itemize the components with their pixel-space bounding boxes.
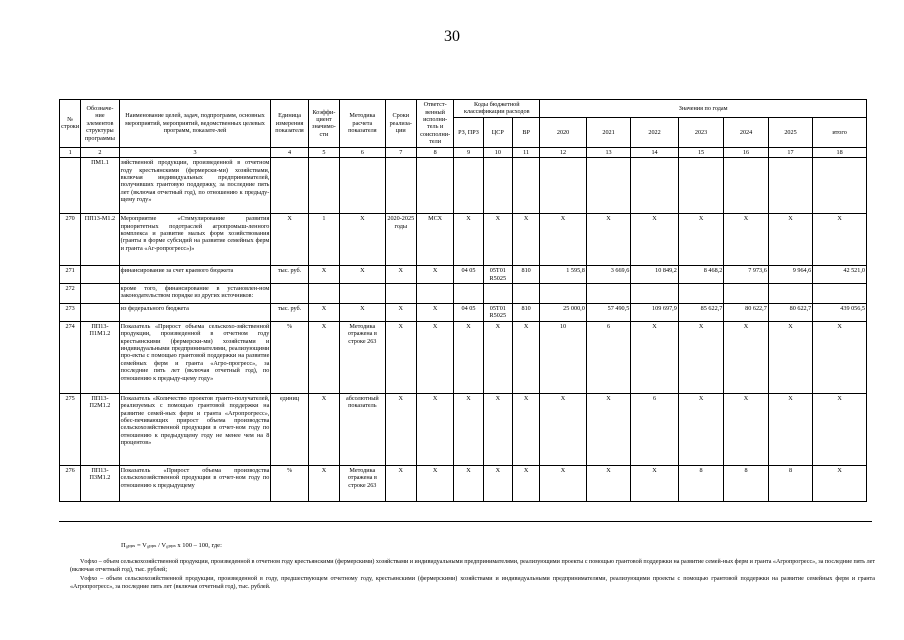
table-cell <box>308 284 339 304</box>
table-cell: 6 <box>631 393 679 465</box>
table-cell: Х <box>308 321 339 393</box>
table-cell: 8 <box>678 465 724 501</box>
table-row <box>60 304 867 322</box>
column-number: 13 <box>586 147 630 157</box>
table-cell: Методика отражена в строке 263 <box>340 465 386 501</box>
table-cell: 276 <box>60 465 81 501</box>
table-cell: 275 <box>60 393 81 465</box>
table-cell <box>724 158 768 214</box>
table-cell: ПМ1.1 <box>81 158 119 214</box>
column-number: 4 <box>271 147 308 157</box>
note-paragraph: Vофхо – объем сельскохозяйственной продукции, произведенной в году, предшествующем отчетному году, крестьянскими (фермерскими) хозяйствами и индивидуальными предпринимателями, реализующими проекты с помощью грантовой поддержки на развитие семейных ферм и гранта «Агропрогресс», за последние пять лет (включая отчетный год), тыс. рублей. <box>70 576 875 590</box>
table-cell: % <box>271 321 308 393</box>
column-number: 9 <box>454 147 483 157</box>
header-csr: ЦСР <box>483 117 512 147</box>
table-cell <box>483 158 512 214</box>
table-cell: Х <box>768 214 812 266</box>
table-cell: 6 <box>586 321 630 393</box>
table-cell: 05Т01 R5025 <box>483 304 512 322</box>
table-cell <box>271 158 308 214</box>
table-body <box>60 158 867 502</box>
table-cell <box>768 284 812 304</box>
table-cell <box>540 158 587 214</box>
table-cell: 3 669,6 <box>586 266 630 284</box>
table-cell: Х <box>454 393 483 465</box>
column-number: 10 <box>483 147 512 157</box>
table-cell <box>385 158 416 214</box>
table-cell: Х <box>813 321 867 393</box>
table-cell: Х <box>385 304 416 322</box>
table-cell: тыс. руб. <box>271 266 308 284</box>
table-cell <box>60 158 81 214</box>
table-cell: 810 <box>512 266 539 284</box>
table-cell <box>340 284 386 304</box>
table-row <box>60 214 867 266</box>
table-cell: Х <box>385 393 416 465</box>
column-number: 17 <box>768 147 812 157</box>
table-cell: 10 849,2 <box>631 266 679 284</box>
separator-line <box>59 521 872 522</box>
header-method: Методика расчета показателя <box>340 100 386 148</box>
table-cell: Х <box>724 214 768 266</box>
table-cell: единиц <box>271 393 308 465</box>
table-cell: Х <box>540 214 587 266</box>
table-cell: 810 <box>512 304 539 322</box>
column-number: 18 <box>813 147 867 157</box>
table-cell: Х <box>483 393 512 465</box>
table-cell: 04 05 <box>454 304 483 322</box>
table-cell: абсолютный показатель <box>340 393 386 465</box>
table-cell <box>586 284 630 304</box>
table-cell <box>678 284 724 304</box>
table-cell: Х <box>271 214 308 266</box>
program-table <box>59 99 867 502</box>
table-cell: Х <box>586 214 630 266</box>
table-cell: 2020-2025 годы <box>385 214 416 266</box>
header-year: 2024 <box>724 117 768 147</box>
table-cell: Х <box>454 321 483 393</box>
table-cell <box>631 284 679 304</box>
table-row <box>60 393 867 465</box>
table-cell: Мероприятие «Стимулирование развития приоритетных подотраслей агропромыш-ленного комплекса и развитие малых форм хозяйствования (гранты в форме субсидий на развитие семейных ферм и гранта «Аг-ропрогресс»)» <box>119 214 271 266</box>
table-cell <box>271 284 308 304</box>
table-cell: 270 <box>60 214 81 266</box>
table-cell: Х <box>385 321 416 393</box>
header-year: 2021 <box>586 117 630 147</box>
table-cell: Х <box>540 393 587 465</box>
table-cell: Х <box>483 214 512 266</box>
table-cell: 85 622,7 <box>678 304 724 322</box>
table-cell: Х <box>385 465 416 501</box>
formula: П₀ₚₚₛ = V₀ₚₚₛ / V₀ₚₚₛ x 100 – 100, где: <box>121 542 222 549</box>
table-cell <box>768 158 812 214</box>
table-cell: % <box>271 465 308 501</box>
table-cell <box>81 304 119 322</box>
table-cell: 25 000,0 <box>540 304 587 322</box>
table-cell: 7 973,6 <box>724 266 768 284</box>
table-row <box>60 465 867 501</box>
table-cell: 8 468,2 <box>678 266 724 284</box>
page-number: 30 <box>444 28 460 45</box>
table-cell <box>724 284 768 304</box>
table-cell: Х <box>631 321 679 393</box>
column-number: 11 <box>512 147 539 157</box>
table-cell: 04 05 <box>454 266 483 284</box>
table-cell: Х <box>586 393 630 465</box>
header-responsible: Ответст-венный исполни-тель и соисполни-тели <box>416 100 453 148</box>
table-cell: 80 622,7 <box>724 304 768 322</box>
table-cell: Показатель «Прирост объема сельскохо-зяйственной продукции, произведенной в отчетном году крестьянскими (фермерски-ми) хозяйствами и индивидуальными предпринимателями, реализующими про-екты с помощью грантовой поддержки на развитие семейных ферм и гранта «Агро-прогресс», за последние пять лет (включая отчетный год), по отношению к предыду-щему году» <box>119 321 271 393</box>
table-cell: Х <box>340 266 386 284</box>
column-number: 14 <box>631 147 679 157</box>
table-cell: Х <box>512 214 539 266</box>
table-cell <box>416 158 453 214</box>
header-year: 2020 <box>540 117 587 147</box>
column-number: 16 <box>724 147 768 157</box>
table-cell: 272 <box>60 284 81 304</box>
column-number-row <box>60 147 867 157</box>
column-number: 8 <box>416 147 453 157</box>
header-name: Наименование целей, задач, подпрограмм, основных мероприятий, мероприятий, ведомственных целевых программ, показате-лей <box>119 100 271 148</box>
table-cell <box>512 158 539 214</box>
table-cell: 8 <box>724 465 768 501</box>
table-cell: Х <box>416 321 453 393</box>
table-cell: 274 <box>60 321 81 393</box>
table-cell: Х <box>813 214 867 266</box>
table-cell: Х <box>454 465 483 501</box>
table-cell: 439 056,5 <box>813 304 867 322</box>
table-cell: Х <box>768 321 812 393</box>
table-cell: 9 964,6 <box>768 266 812 284</box>
column-number: 1 <box>60 147 81 157</box>
column-number: 6 <box>340 147 386 157</box>
table-cell: Х <box>678 393 724 465</box>
table-cell: из федерального бюджета <box>119 304 271 322</box>
table-cell: Х <box>512 393 539 465</box>
table-cell: Х <box>483 321 512 393</box>
table-cell <box>81 266 119 284</box>
table-cell: Х <box>631 214 679 266</box>
header-coef: Коэффи-циент значимо-сти <box>308 100 339 148</box>
table-cell: Х <box>512 321 539 393</box>
header-row-no: № строки <box>60 100 81 148</box>
table-cell: 42 521,0 <box>813 266 867 284</box>
header-terms: Сроки реализа-ции <box>385 100 416 148</box>
header-year: 2023 <box>678 117 724 147</box>
table-cell: Х <box>678 214 724 266</box>
table-cell: Х <box>385 266 416 284</box>
table-cell <box>454 284 483 304</box>
table-row <box>60 158 867 214</box>
column-number: 3 <box>119 147 271 157</box>
table-cell: 109 697,9 <box>631 304 679 322</box>
table-cell <box>385 284 416 304</box>
table-cell <box>813 158 867 214</box>
table-cell: 10 <box>540 321 587 393</box>
header-budget-codes: Коды бюджетной классификации расходов <box>454 100 540 118</box>
table-cell: Х <box>631 465 679 501</box>
table-cell: Х <box>416 304 453 322</box>
header-designation: Обозначе-ние элементов структуры программы <box>81 100 119 148</box>
table-cell <box>512 284 539 304</box>
table-cell: ПП13-П1М1.2 <box>81 321 119 393</box>
table-cell: Х <box>813 465 867 501</box>
header-values-by-year: Значения по годам <box>540 100 867 118</box>
table-cell: ПП13-П2М1.2 <box>81 393 119 465</box>
table-cell: Х <box>724 393 768 465</box>
table-cell: Х <box>586 465 630 501</box>
table-cell <box>586 158 630 214</box>
table-cell: Х <box>416 465 453 501</box>
header-unit: Единица измерения показателя <box>271 100 308 148</box>
table-cell: Показатель «Прирост объема производства сельскохозяйственной продукции в отчет-ном году по отношению к предыдущему <box>119 465 271 501</box>
column-number: 12 <box>540 147 587 157</box>
table-cell <box>483 284 512 304</box>
header-year-total: итого <box>813 117 867 147</box>
table-cell: Х <box>340 304 386 322</box>
table-cell: Х <box>813 393 867 465</box>
table-cell: Х <box>308 266 339 284</box>
table-cell: Х <box>454 214 483 266</box>
table-row <box>60 266 867 284</box>
table-cell <box>308 158 339 214</box>
table-cell <box>678 158 724 214</box>
table-cell: финансирование за счет краевого бюджета <box>119 266 271 284</box>
table-cell <box>81 284 119 304</box>
table-cell <box>416 284 453 304</box>
table-cell: Х <box>678 321 724 393</box>
header-year: 2025 <box>768 117 812 147</box>
column-number: 5 <box>308 147 339 157</box>
table-cell: 8 <box>768 465 812 501</box>
header-row-1 <box>60 100 867 118</box>
header-year: 2022 <box>631 117 679 147</box>
table-cell: Х <box>540 465 587 501</box>
table-cell: 271 <box>60 266 81 284</box>
table-cell <box>454 158 483 214</box>
table-cell <box>631 158 679 214</box>
table-cell: Показатель «Количество проектов гранто-получателей, реализуемых с помощью грантовой поддержки на развитие семей-ных ферм и гранта «Агропрогресс», обес-печивающих прирост объема производства сельскохозяйственной продукции в отчет-ном году по отношению к предыдущему году не менее чем на 8 процентов» <box>119 393 271 465</box>
table-cell <box>540 284 587 304</box>
column-number: 2 <box>81 147 119 157</box>
table-cell: 1 595,8 <box>540 266 587 284</box>
table-cell: 05Т01 R5025 <box>483 266 512 284</box>
table-cell: Х <box>483 465 512 501</box>
table-cell: Х <box>724 321 768 393</box>
header-vr: ВР <box>512 117 539 147</box>
table-cell: Х <box>308 393 339 465</box>
table-cell: 57 490,5 <box>586 304 630 322</box>
table-cell: Х <box>308 465 339 501</box>
table-cell <box>813 284 867 304</box>
table-cell: ПП13-М1.2 <box>81 214 119 266</box>
header-rz: РЗ, ПРЗ <box>454 117 483 147</box>
table-cell: МСХ <box>416 214 453 266</box>
table-cell: тыс. руб. <box>271 304 308 322</box>
table-cell: кроме того, финансирование в установлен-ном законодательством порядке из других источников: <box>119 284 271 304</box>
table-cell: 1 <box>308 214 339 266</box>
table-cell: 273 <box>60 304 81 322</box>
table-cell: 80 622,7 <box>768 304 812 322</box>
table-cell: ПП13-П3М1.2 <box>81 465 119 501</box>
table-cell: зяйственной продукции, произведенной в отчетном году крестьянскими (фермерски-ми) хозяйствами, включая индивидуальных предпринимателей, получивших грантовую поддержку, за последние пять лет (включая отчетный год), по отношению к предыду-щему году» <box>119 158 271 214</box>
column-number: 7 <box>385 147 416 157</box>
table-row <box>60 321 867 393</box>
column-number: 15 <box>678 147 724 157</box>
table-row <box>60 284 867 304</box>
note-paragraph: Vофхо – объем сельскохозяйственной продукции, произведенной в отчетном году крестьянскими (фермерскими) хозяйствами и индивидуальными предпринимателями, реализующими проекты с помощью грантовой поддержки на развитие семей-ных ферм и гранта «Агропрогресс», за последние пять лет (включая отчетный год), тыс. рублей; <box>70 559 875 573</box>
table-cell: Х <box>308 304 339 322</box>
table-cell: Х <box>340 214 386 266</box>
table-cell: Х <box>768 393 812 465</box>
table-cell: Х <box>416 266 453 284</box>
table-cell: Х <box>416 393 453 465</box>
table-cell <box>340 158 386 214</box>
table-cell: Методика отражена в строке 263 <box>340 321 386 393</box>
table-cell: Х <box>512 465 539 501</box>
